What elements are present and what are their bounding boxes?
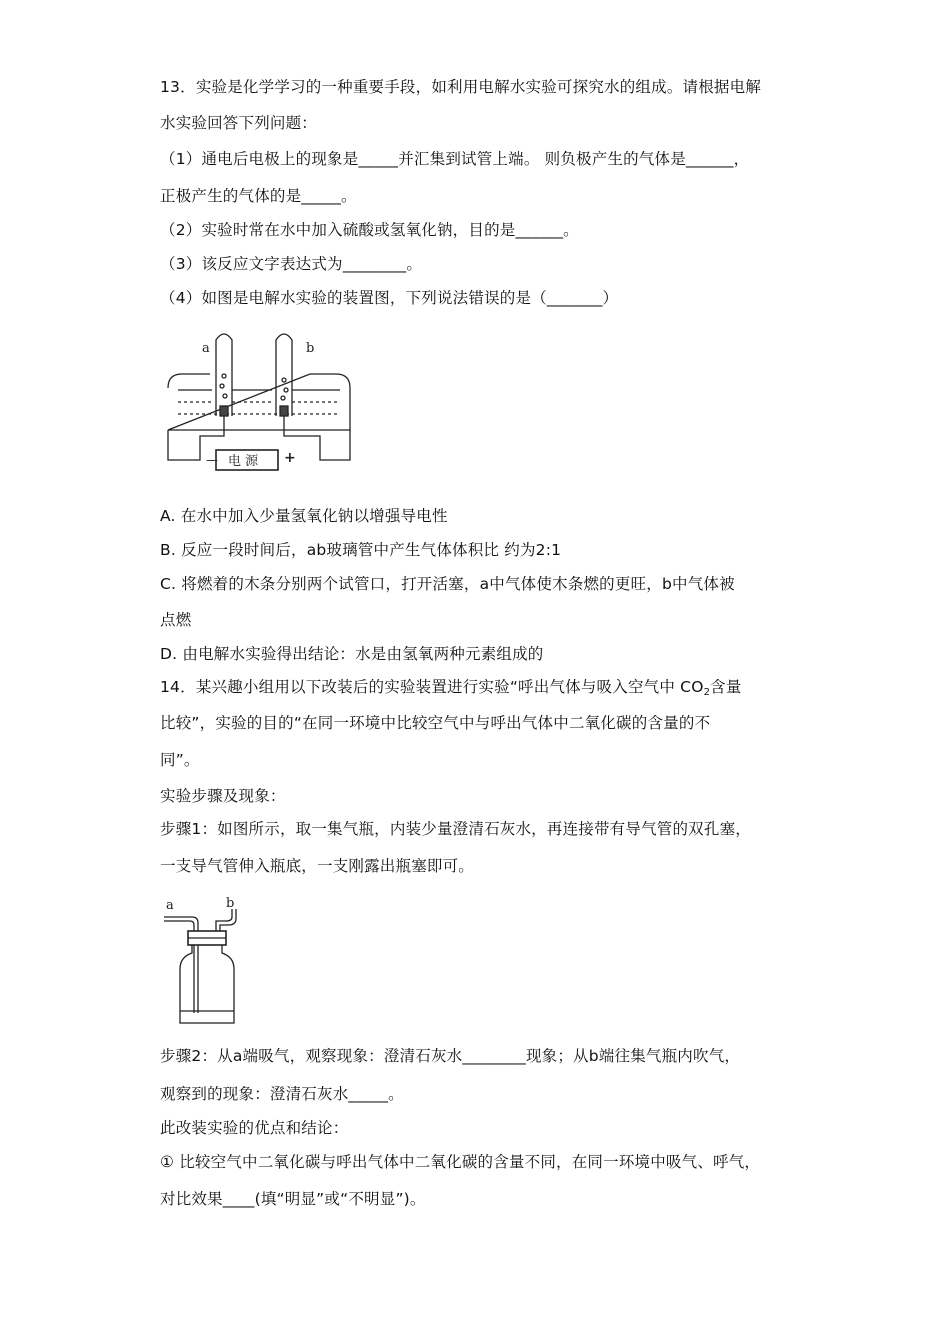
q14-stem-line1-main: 14．某兴趣小组用以下改装后的实验装置进行实验“呼出气体与吸入空气中 CO [160,678,704,696]
q13-part4: （4）如图是电解水实验的装置图，下列说法错误的是（_______） [160,289,619,307]
minus-sign: — [206,453,218,467]
bottle-b-label: b [226,896,235,911]
power-label: 电 源 [228,454,259,469]
q14-stem-line3: 同”。 [160,751,200,769]
q13-option-c-line2: 点燃 [160,611,192,629]
q14-step1-line1: 步骤1：如图所示，取一集气瓶，内装少量澄清石灰水，再连接带有导气管的双孔塞， [160,820,751,838]
q13-option-d: D. 由电解水实验得出结论：水是由氢氧两种元素组成的 [160,645,544,663]
q14-advantages-title: 此改装实验的优点和结论： [160,1119,349,1137]
q13-stem-line1: 13．实验是化学学习的一种重要手段，如利用电解水实验可探究水的组成。请根据电解 [160,78,762,96]
q14-steps-title: 实验步骤及现象： [160,787,286,805]
q13-part3: （3）该反应文字表达式为________。 [160,255,423,273]
q13-part1-line1: （1）通电后电极上的现象是_____并汇集到试管上端。 则负极产生的气体是______， [160,150,750,168]
q14-stem-line2: 比较”，实验的目的“在同一环境中比较空气中与呼出气体中二氧化碳的含量的不 [160,714,711,732]
q14-step1-line2: 一支导气管伸入瓶底，一支刚露出瓶塞即可。 [160,857,475,875]
q13-option-b: B. 反应一段时间后，ab玻璃管中产生气体体积比 约为2:1 [160,541,562,559]
tube-b-label: b [306,341,315,356]
q13-stem-line2: 水实验回答下列问题： [160,114,318,132]
electrolysis-apparatus-figure [160,318,360,478]
q14-step2-line1: 步骤2：从a端吸气，观察现象：澄清石灰水________现象；从b端往集气瓶内吹气， [160,1047,741,1065]
q13-part1-line2: 正极产生的气体的是_____。 [160,187,357,205]
bottle-a-label: a [166,898,174,913]
gas-bottle-figure [162,895,252,1030]
q13-option-a: A. 在水中加入少量氢氧化钠以增强导电性 [160,507,448,525]
q14-stem-line1-end: 含量 [710,678,742,696]
q14-advantage1-line1: ① 比较空气中二氧化碳与呼出气体中二氧化碳的含量不同，在同一环境中吸气、呼气， [160,1153,761,1171]
q14-step2-line2: 观察到的现象：澄清石灰水_____。 [160,1085,404,1103]
q14-advantage1-line2: 对比效果____(填“明显”或“不明显”)。 [160,1190,426,1208]
q13-part2: （2）实验时常在水中加入硫酸或氢氧化钠，目的是______。 [160,221,579,239]
q13-option-c-line1: C. 将燃着的木条分别两个试管口，打开活塞，a中气体使木条燃的更旺，b中气体被 [160,575,735,593]
plus-sign: + [284,450,296,466]
tube-a-label: a [202,341,210,356]
co2-subscript: 2 [703,687,711,698]
q14-stem-line1 [160,676,742,704]
